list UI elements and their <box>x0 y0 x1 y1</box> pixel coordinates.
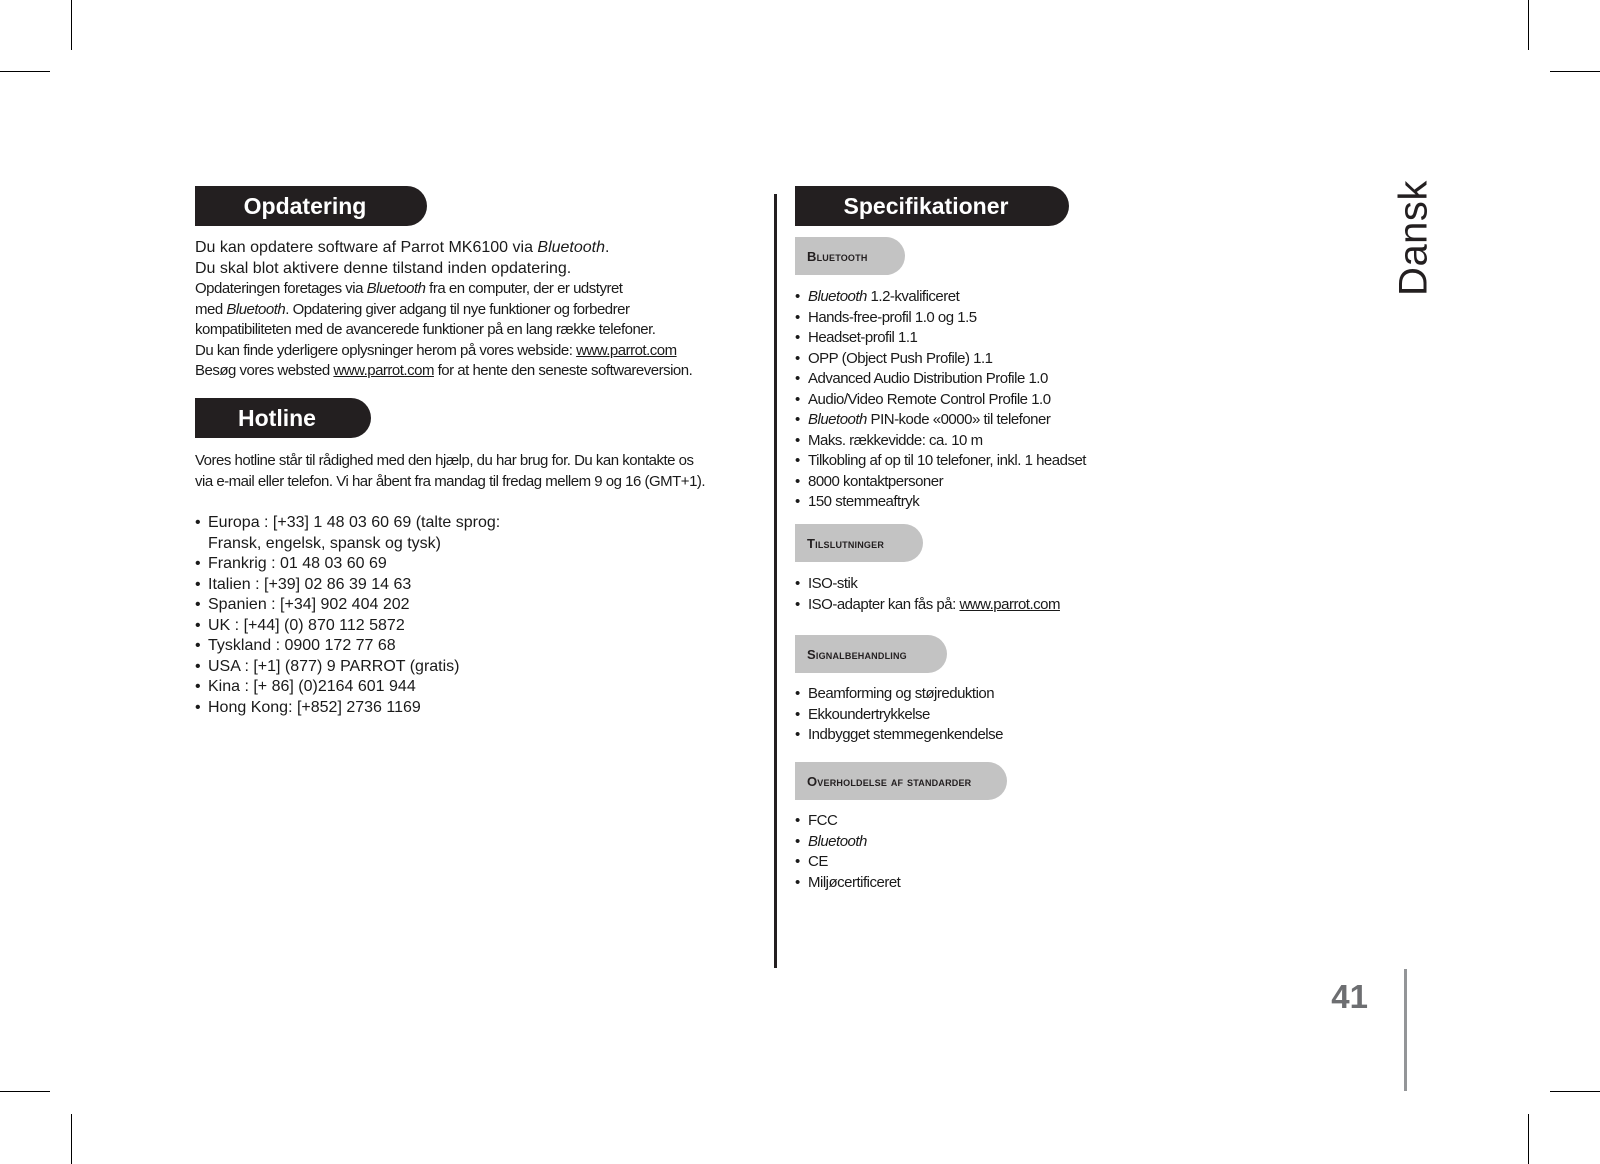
subheading-standards: Overholdelse af standarder <box>795 762 1007 800</box>
hotline-heading-text: Hotline <box>238 404 316 431</box>
update-paragraph-2: Du skal blot aktivere denne tilstand inden opdatering. <box>195 259 572 277</box>
list-item: • Bluetooth <box>795 832 1215 853</box>
update-paragraph-6: Du kan finde yderligere oplysninger herom på vores webside: www.parrot.com <box>195 341 677 359</box>
hotline-intro-line-1: Vores hotline står til rådighed med den hjælp, du har brug for. Du kan kontakte os <box>195 452 694 469</box>
update-paragraph-3: Opdateringen foretages via Bluetooth fra en computer, der er udstyret <box>195 280 623 297</box>
list-item: • UK : [+44] (0) 870 112 5872 <box>195 616 535 637</box>
update-body <box>195 238 755 382</box>
list-item: • ISO-adapter kan fås på: www.parrot.com <box>795 595 1215 616</box>
list-item: • USA : [+1] (877) 9 PARROT (gratis) <box>195 657 535 678</box>
crop-mark <box>0 1091 50 1092</box>
specs-heading-text: Specifikationer <box>843 192 1009 219</box>
standards-spec-list <box>795 811 1215 893</box>
list-item: • Kina : [+ 86] (0)2164 601 944 <box>195 677 535 698</box>
hotline-contact-list <box>195 513 535 718</box>
update-paragraph-7: Besøg vores websted www.parrot.com for at hente den seneste softwareversion. <box>195 362 693 379</box>
section-heading-hotline <box>195 398 371 438</box>
update-heading-text: Opdatering <box>243 192 367 219</box>
section-heading-update <box>195 186 427 226</box>
crop-mark <box>1550 71 1600 72</box>
website-link[interactable]: www.parrot.com <box>333 362 434 379</box>
subheading-bluetooth: Bluetooth <box>795 237 905 275</box>
list-item: • Miljøcertificeret <box>795 873 1215 894</box>
update-paragraph-5: kompatibiliteten med de avancerede funktioner på en lang række telefoner. <box>195 321 656 338</box>
bluetooth-spec-list <box>795 287 1215 513</box>
page-number-bar <box>1404 969 1407 1091</box>
hotline-intro-line-2: via e-mail eller telefon. Vi har åbent fra mandag til fredag mellem 9 og 16 (GMT+1). <box>195 472 706 490</box>
list-item: • Maks. rækkevidde: ca. 10 m <box>795 431 1215 452</box>
list-item: • Italien : [+39] 02 86 39 14 63 <box>195 575 535 596</box>
subheading-connections: Tilslutninger <box>795 524 923 562</box>
list-item: • OPP (Object Push Profile) 1.1 <box>795 349 1215 370</box>
list-item: • Tilkobling af op til 10 telefoner, inkl. 1 headset <box>795 451 1215 472</box>
signal-spec-list <box>795 684 1215 746</box>
list-item: • FCC <box>795 811 1215 832</box>
update-paragraph-1: Du kan opdatere software af Parrot MK6100 via Bluetooth. <box>195 239 610 256</box>
subheading-signal-processing: Signalbehandling <box>795 635 947 673</box>
list-item: • Spanien : [+34] 902 404 202 <box>195 595 535 616</box>
list-item: • Frankrig : 01 48 03 60 69 <box>195 554 535 575</box>
section-heading-specs <box>795 186 1069 226</box>
list-item: • CE <box>795 852 1215 873</box>
update-paragraph-4: med Bluetooth. Opdatering giver adgang til nye funktioner og forbedrer <box>195 300 630 318</box>
list-item: • ISO-stik <box>795 574 1215 595</box>
crop-mark <box>1528 1114 1529 1164</box>
list-item: • Tyskland : 0900 172 77 68 <box>195 636 535 657</box>
list-item: • Indbygget stemmegenkendelse <box>795 725 1215 746</box>
crop-mark <box>1528 0 1529 50</box>
connections-spec-list <box>795 574 1215 615</box>
crop-mark <box>71 1114 72 1164</box>
list-item: • Bluetooth PIN-kode «0000» til telefoner <box>795 410 1215 431</box>
list-item: • Beamforming og støjreduktion <box>795 684 1215 705</box>
column-divider <box>774 194 777 968</box>
list-item: • Europa : [+33] 1 48 03 60 69 (talte sprog: Fransk, engelsk, spansk og tysk) <box>195 513 535 554</box>
website-link[interactable]: www.parrot.com <box>959 595 1060 613</box>
crop-mark <box>1550 1091 1600 1092</box>
list-item: • Bluetooth 1.2-kvalificeret <box>795 287 1215 308</box>
list-item: • Ekkoundertrykkelse <box>795 705 1215 726</box>
list-item: • Hands-free-profil 1.0 og 1.5 <box>795 308 1215 329</box>
list-item: • 8000 kontaktpersoner <box>795 472 1215 493</box>
crop-mark <box>0 71 50 72</box>
list-item: • 150 stemmeaftryk <box>795 492 1215 513</box>
crop-mark <box>71 0 72 50</box>
page-number: 41 <box>1331 978 1368 1015</box>
website-link[interactable]: www.parrot.com <box>576 341 677 359</box>
list-item: • Audio/Video Remote Control Profile 1.0 <box>795 390 1215 411</box>
list-item: • Headset-profil 1.1 <box>795 328 1215 349</box>
hotline-intro <box>195 451 755 492</box>
list-item: • Hong Kong: [+852] 2736 1169 <box>195 698 535 719</box>
list-item: • Advanced Audio Distribution Profile 1.0 <box>795 369 1215 390</box>
language-side-label: Dansk <box>1391 180 1436 296</box>
